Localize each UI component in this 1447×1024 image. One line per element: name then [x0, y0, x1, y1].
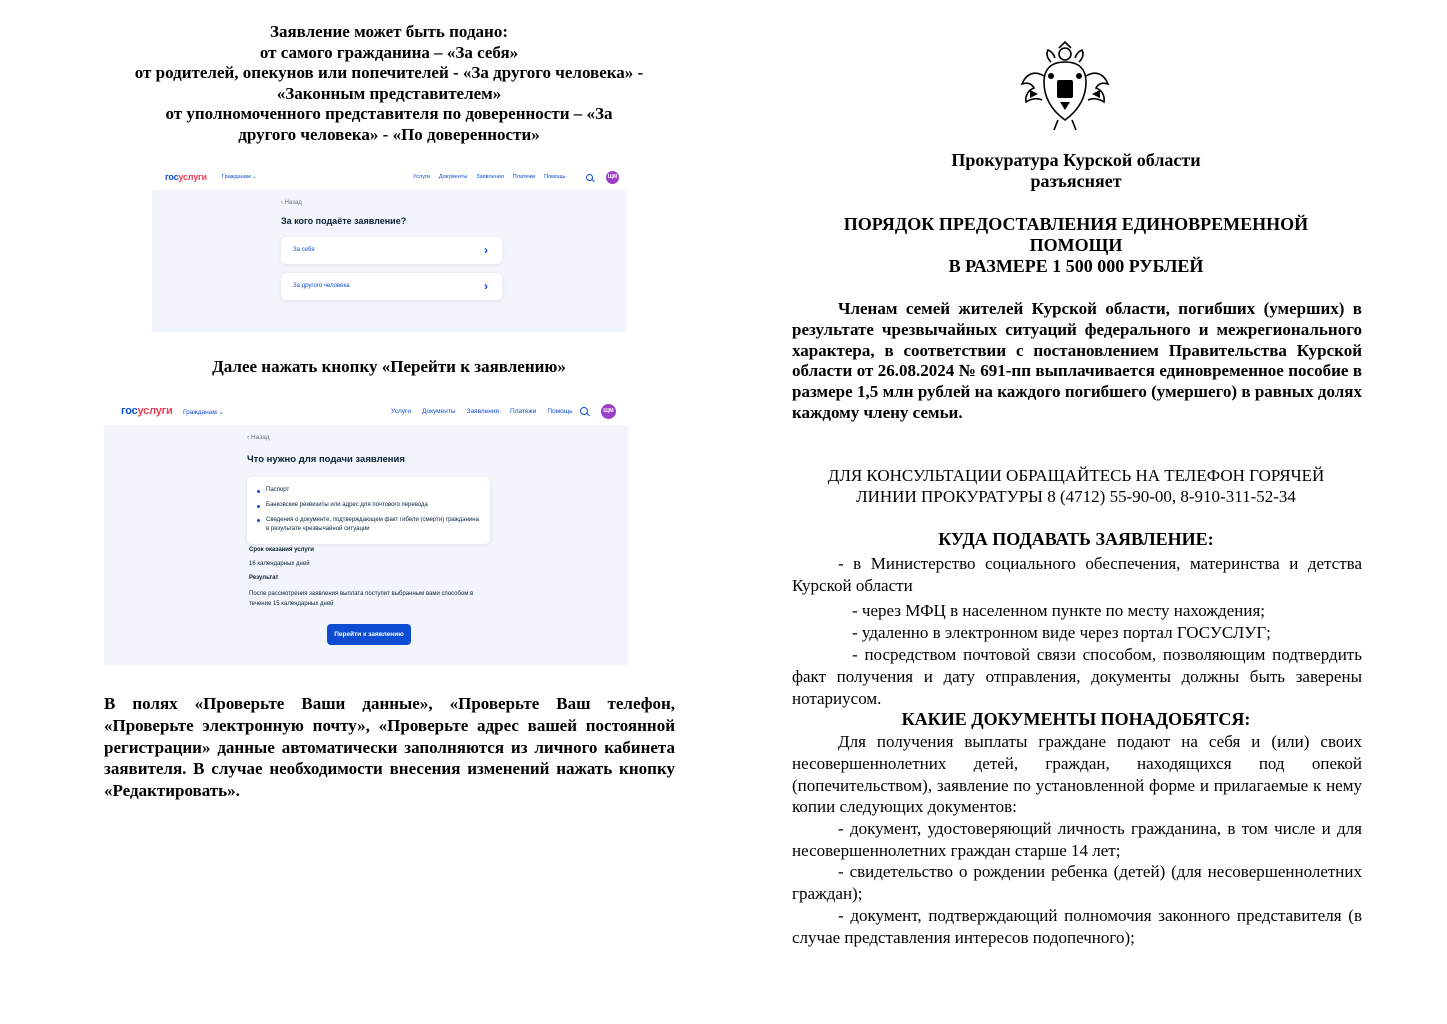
next-step-caption: Далее нажать кнопку «Перейти к заявлению» [212, 357, 566, 376]
chevron-right-icon: › [484, 279, 488, 293]
coat-of-arms-icon [1020, 40, 1110, 132]
service-term-label: Срок оказания услуги [249, 547, 314, 553]
title-line: В РАЗМЕРЕ 1 500 000 РУБЛЕЙ [948, 256, 1204, 276]
gosuslugi-logo[interactable] [165, 172, 207, 182]
filing-options-intro [100, 22, 678, 146]
avatar[interactable]: ЩМ [606, 171, 619, 184]
document-item: - документ, подтверждающий полномочия законного представителя (в случае представления интересов подопечного); [792, 906, 1362, 947]
nav-documents[interactable]: Документы [422, 408, 456, 415]
lead-paragraph: Членам семей жителей Курской области, погибших (умерших) в результате чрезвычайных ситуаций федерального и межрегионального характера, в соответствии с постановлением Правительства Курской области от 26.08.2024 № 691-пп выплачивается единовременное пособие в размере 1,5 млн рублей на каждого погибшего (умершего) в равных долях каждому члену семьи. [792, 299, 1362, 422]
search-icon[interactable] [586, 174, 593, 181]
result-label: Результат [249, 575, 279, 581]
page-heading: Что нужно для подачи заявления [247, 454, 405, 465]
portal-header [104, 399, 628, 426]
logo-part: гос [165, 172, 179, 182]
left-column [100, 22, 678, 146]
logo-part: гос [121, 405, 138, 417]
document-item: - документ, удостоверяющий личность гражданина, в том числе и для несовершеннолетних граждан старше 14 лет; [792, 819, 1362, 860]
nav-applications[interactable]: Заявления [476, 174, 504, 180]
go-to-application-button[interactable]: Перейти к заявлению [327, 624, 411, 645]
where-item: - удаленно в электронном виде через портал ГОСУСЛУГ; [852, 623, 1271, 642]
intro-line: от самого гражданина – «За себя» [259, 42, 519, 62]
title-line: ПОМОЩИ [1029, 235, 1123, 255]
required-documents-heading: КАКИЕ ДОКУМЕНТЫ ПОНАДОБЯТСЯ: [901, 709, 1251, 729]
where-item: - через МФЦ в населенном пункте по месту нахождения; [852, 601, 1265, 620]
intro-line: «Законным представителем» [276, 83, 502, 103]
audience-selector[interactable]: Гражданам ⌄ [183, 409, 225, 416]
document-title [790, 214, 1362, 277]
option-label: За другого человека [293, 283, 350, 289]
nav-applications[interactable]: Заявления [466, 408, 500, 415]
nav-help[interactable]: Помощь [544, 174, 566, 180]
where-to-apply-heading: КУДА ПОДАВАТЬ ЗАЯВЛЕНИЕ: [938, 529, 1214, 549]
requirement-item: Сведения о документе, подтверждающем факт гибели (смерти) гражданина в результате чрезвычайной ситуации [266, 516, 481, 534]
intro-line: от уполномоченного представителя по доверенности – «За [165, 104, 613, 124]
service-term-value: 16 календарных дней [249, 561, 310, 567]
documents-intro: Для получения выплаты граждане подают на себя и (или) своих несовершеннолетних детей, граждан, находящихся под опекой (попечительством), заявление по установленной форме и прилагаемые к нему копии следующих документов: [792, 732, 1362, 817]
issuer-heading [790, 150, 1362, 192]
where-item: - в Министерство социального обеспечения, материнства и детства Курской области [792, 554, 1362, 595]
nav-services[interactable]: Услуги [391, 408, 411, 415]
requirement-item: Паспорт [266, 487, 481, 493]
option-card-other-person[interactable] [281, 273, 502, 300]
portal-header [152, 166, 627, 191]
nav-help[interactable]: Помощь [547, 408, 573, 415]
avatar[interactable]: ЩМ [601, 404, 616, 419]
gosuslugi-logo[interactable] [121, 405, 173, 417]
intro-line: Заявление может быть подано: [270, 22, 508, 41]
nav-services[interactable]: Услуги [413, 174, 430, 180]
back-link[interactable]: ‹ Назад [247, 434, 270, 441]
nav-payments[interactable]: Платежи [512, 174, 536, 180]
document-item: - свидетельство о рождении ребенка (детей) (для несовершеннолетних граждан); [792, 862, 1362, 903]
portal-nav [391, 408, 573, 415]
org-line: Прокуратура Курской области [951, 150, 1201, 170]
hotline-line: ЛИНИИ ПРОКУРАТУРЫ 8 (4712) 55-90-00, 8-910-311-52-34 [856, 487, 1296, 506]
page-heading: За кого подаёте заявление? [281, 216, 407, 226]
intro-line: другого человека» - «По доверенности» [238, 124, 540, 144]
title-line: ПОРЯДОК ПРЕДОСТАВЛЕНИЯ ЕДИНОВРЕМЕННОЙ [843, 214, 1309, 234]
hotline-line: ДЛЯ КОНСУЛЬТАЦИИ ОБРАЩАЙТЕСЬ НА ТЕЛЕФОН ГОРЯЧЕЙ [827, 466, 1325, 485]
chevron-right-icon: › [484, 243, 488, 257]
hotline-notice [790, 465, 1362, 507]
org-line: разъясняет [1030, 171, 1122, 191]
logo-part: услуги [137, 405, 173, 417]
portal-nav [413, 174, 565, 180]
requirements-card [247, 477, 490, 544]
autofill-explanation: В полях «Проверьте Ваши данные», «Проверьте Ваш телефон, «Проверьте электронную почту», «Проверьте адрес вашей постоянной регистрации» данные автоматически заполняются из личного кабинета заявителя. В случае необходимости внесения изменений нажать кнопку «Редактировать». [104, 694, 675, 801]
option-card-self[interactable] [281, 237, 502, 264]
nav-payments[interactable]: Платежи [510, 408, 537, 415]
logo-part: услуги [178, 172, 207, 182]
nav-documents[interactable]: Документы [438, 174, 468, 180]
gosuslugi-screenshot-requirements [104, 399, 628, 665]
requirement-item: Банковские реквизиты или адрес для почтового перевода [266, 502, 481, 508]
where-item: - посредством почтовой связи способом, позволяющим подтвердить факт получения и дату отправления, документы должны быть заверены нотариусом. [792, 645, 1362, 708]
intro-line: от родителей, опекунов или попечителей - «За другого человека» - [134, 63, 644, 83]
gosuslugi-screenshot-choose-applicant [152, 166, 627, 332]
result-text: После рассмотрения заявления выплата поступит выбранным вами способом в течение 15 календарных дней [249, 591, 474, 607]
audience-selector[interactable]: Гражданам ⌄ [222, 174, 257, 180]
option-label: За себя [293, 247, 315, 253]
back-link[interactable]: ‹ Назад [281, 200, 302, 206]
search-icon[interactable] [580, 407, 588, 415]
